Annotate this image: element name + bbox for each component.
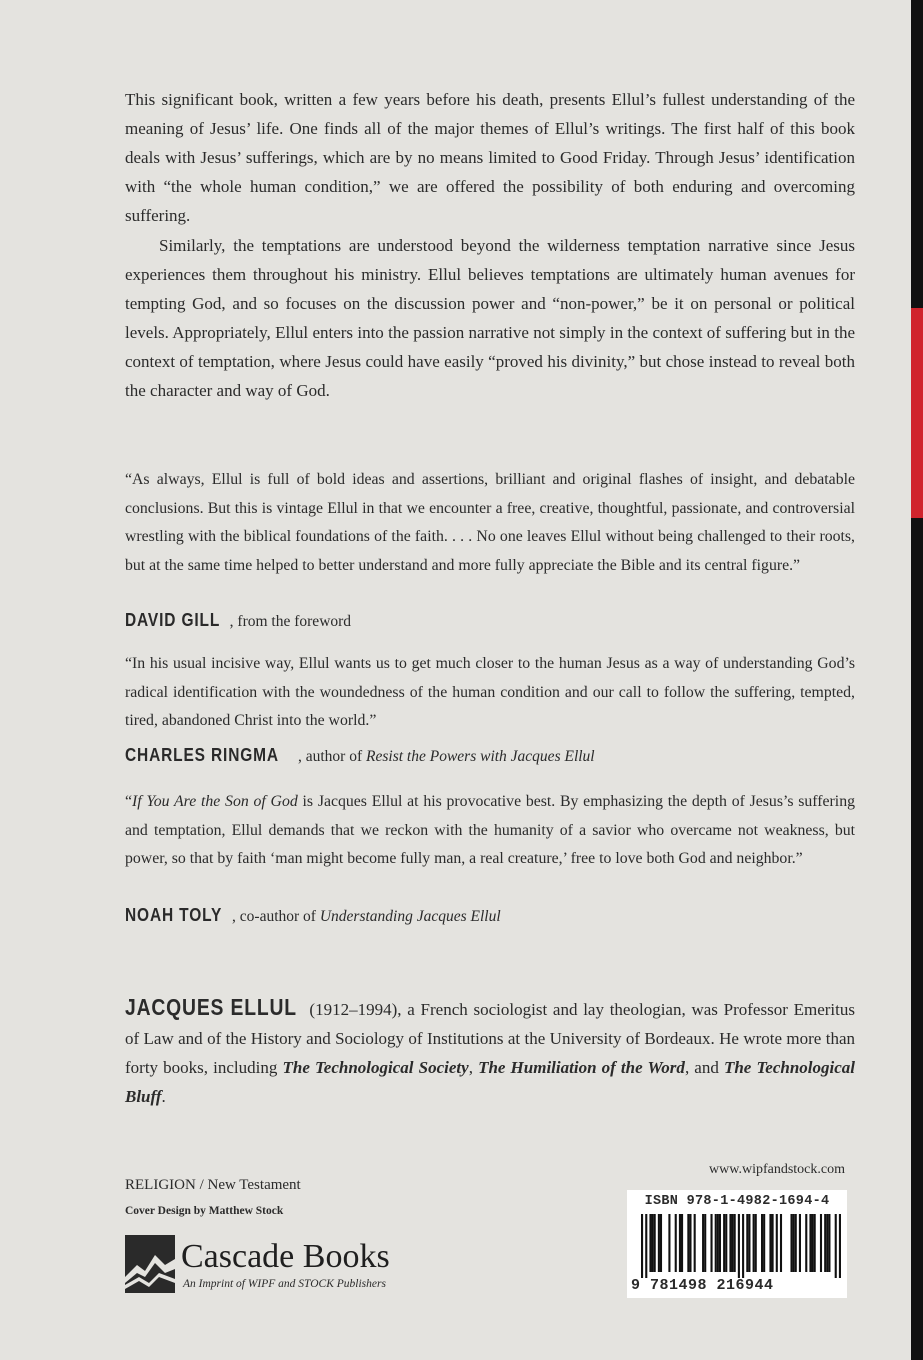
endorser-name: CHARLES RINGMA: [125, 745, 279, 765]
barcode-bar: [839, 1214, 841, 1278]
author-name: JACQUES ELLUL: [125, 994, 297, 1020]
barcode-bar: [793, 1214, 795, 1272]
barcode: [627, 1190, 847, 1298]
author-bio-text: (1912–1994), a French sociologist and lay theologian, was Professor Emeritus of Law and of the History and Sociology of Institutions at the University of Bordeaux. He wrote more than forty books, including: [125, 1000, 855, 1077]
endorsement-3-text: [125, 788, 855, 874]
barcode-bar: [689, 1214, 691, 1272]
endorser-name: NOAH TOLY: [125, 905, 223, 925]
spine-red-stripe: [911, 308, 923, 518]
barcode-bar: [652, 1214, 654, 1272]
barcode-bar: [704, 1214, 706, 1272]
barcode-bar: [729, 1214, 731, 1272]
author-bio: [125, 993, 855, 1111]
barcode-bars: [641, 1214, 841, 1278]
barcode-bar: [649, 1214, 651, 1272]
endorsement-1-attribution: [125, 608, 351, 634]
barcode-bar: [715, 1214, 717, 1272]
book-title-2: The Humiliation of the Word: [478, 1058, 685, 1077]
barcode-bar: [776, 1214, 778, 1272]
barcode-bar: [772, 1214, 774, 1272]
barcode-bar: [694, 1214, 696, 1272]
barcode-bar: [719, 1214, 721, 1272]
barcode-bar: [814, 1214, 816, 1272]
barcode-bar: [641, 1214, 643, 1278]
barcode-bar: [654, 1214, 656, 1272]
endorser-role: , author of: [298, 748, 367, 765]
barcode-bar: [725, 1214, 727, 1272]
endorser-role: , co-author of: [232, 908, 320, 925]
barcode-bar: [660, 1214, 662, 1272]
barcode-bar: [748, 1214, 750, 1272]
endorser-name: DAVID GILL: [125, 610, 221, 630]
publisher-imprint: An Imprint of WIPF and STOCK Publishers: [183, 1278, 386, 1290]
barcode-bar: [795, 1214, 797, 1272]
barcode-bar: [824, 1214, 826, 1272]
endorsement-1-text: “As always, Ellul is full of bold ideas and assertions, brilliant and original flashes of insight, and debatable conclusions. But this is vintage Ellul in that we encounter a free, creative, thoughtful, passionate, and controversial wrestling with the biblical foundations of the faith. . . . No one leaves Ellul without being challenged to their roots, but at the same time helped to better understand and more fully appreciate the Bible and its central figure.”: [125, 471, 855, 574]
book-title-1: The Technological Society: [282, 1058, 469, 1077]
barcode-bar: [723, 1214, 725, 1272]
barcode-bar: [761, 1214, 763, 1272]
barcode-bar: [753, 1214, 755, 1272]
barcode-bar: [780, 1214, 782, 1272]
endorser-book-title: Understanding Jacques Ellul: [319, 908, 501, 925]
barcode-bar: [809, 1214, 811, 1272]
open-quote: “: [125, 793, 133, 810]
bisac-category: RELIGION / New Testament: [125, 1177, 301, 1193]
book-title: If You Are the Son of God: [132, 793, 298, 810]
description-paragraph-1: This significant book, written a few years before his death, presents Ellul’s fullest understanding of the meaning of Jesus’ life. One finds all of the major themes of Ellul’s writings. The first half of this book deals with Jesus’ sufferings, which are by no means limited to Good Friday. Through Jesus’ identification with “the whole human condition,” we are offered the possibility of both enduring and overcoming suffering.: [125, 90, 855, 225]
barcode-bar: [769, 1214, 771, 1272]
endorser-role: , from the foreword: [229, 613, 352, 630]
endorsement-2-attribution: [125, 743, 595, 769]
book-title-3: The Technological Bluff: [125, 1058, 856, 1106]
barcode-bar: [679, 1214, 681, 1272]
barcode-bar: [738, 1214, 740, 1278]
barcode-digits: 9 781498 216944: [631, 1277, 774, 1294]
barcode-bar: [742, 1214, 744, 1278]
barcode-bar: [710, 1214, 712, 1272]
barcode-bar: [702, 1214, 704, 1272]
publisher-url: www.wipfandstock.com: [709, 1162, 845, 1177]
barcode-bar: [820, 1214, 822, 1272]
barcode-bar: [681, 1214, 683, 1272]
publisher-logo: [125, 1235, 465, 1295]
barcode-bar: [799, 1214, 801, 1272]
endorsement-3-attribution: [125, 903, 501, 929]
barcode-bar: [826, 1214, 828, 1272]
endorser-book-title: Resist the Powers with Jacques Ellul: [366, 748, 595, 765]
barcode-bar: [675, 1214, 677, 1272]
separator: .: [161, 1087, 166, 1106]
cover-credit: Cover Design by Matthew Stock: [125, 1205, 284, 1217]
barcode-bar: [687, 1214, 689, 1272]
barcode-bar: [717, 1214, 719, 1272]
barcode-bar: [805, 1214, 807, 1272]
mountain-logo-icon: [125, 1235, 177, 1295]
endorsement-body: is Jacques Ellul at his provocative best. By emphasizing the depth of Jesus’s suffering and temptation, Ellul demands that we reckon with the humanity of a savior who overcame not weakness, but power, so that by faith ‘man might become fully man, a real creature,’ free to love both God and neighbor.”: [125, 793, 855, 867]
barcode-bar: [658, 1214, 660, 1272]
spine-edge: [911, 0, 923, 1360]
barcode-bar: [828, 1214, 830, 1272]
barcode-bar: [645, 1214, 647, 1278]
separator: , and: [684, 1058, 724, 1077]
barcode-bar: [763, 1214, 765, 1272]
publisher-name: Cascade Books: [181, 1238, 390, 1275]
barcode-bar: [746, 1214, 748, 1272]
isbn-text: ISBN 978-1-4982-1694-4: [644, 1194, 830, 1209]
barcode-bar: [790, 1214, 792, 1272]
barcode-bar: [734, 1214, 736, 1272]
barcode-bar: [835, 1214, 837, 1278]
barcode-bar: [668, 1214, 670, 1272]
endorsement-2-text: “In his usual incisive way, Ellul wants us to get much closer to the human Jesus as a way of understanding God’s radical identification with the woundedness of the human condition and our call to follow the suffering, tempted, tired, abandoned Christ into the world.”: [125, 655, 855, 729]
barcode-bar: [755, 1214, 757, 1272]
separator: ,: [468, 1058, 479, 1077]
description-paragraph-2: Similarly, the temptations are understood beyond the wilderness temptation narrative since Jesus experiences them throughout his ministry. Ellul believes temptations are ultimately human avenues for tempting God, and so focuses on the discussion power and “non-power,” be it on personal or political levels. Appropriately, Ellul enters into the passion narrative not simply in the context of suffering but in the context of temptation, where Jesus could have easily “proved his divinity,” but chose instead to reveal both the character and way of God.: [125, 236, 855, 400]
barcode-bar: [732, 1214, 734, 1272]
barcode-bar: [812, 1214, 814, 1272]
